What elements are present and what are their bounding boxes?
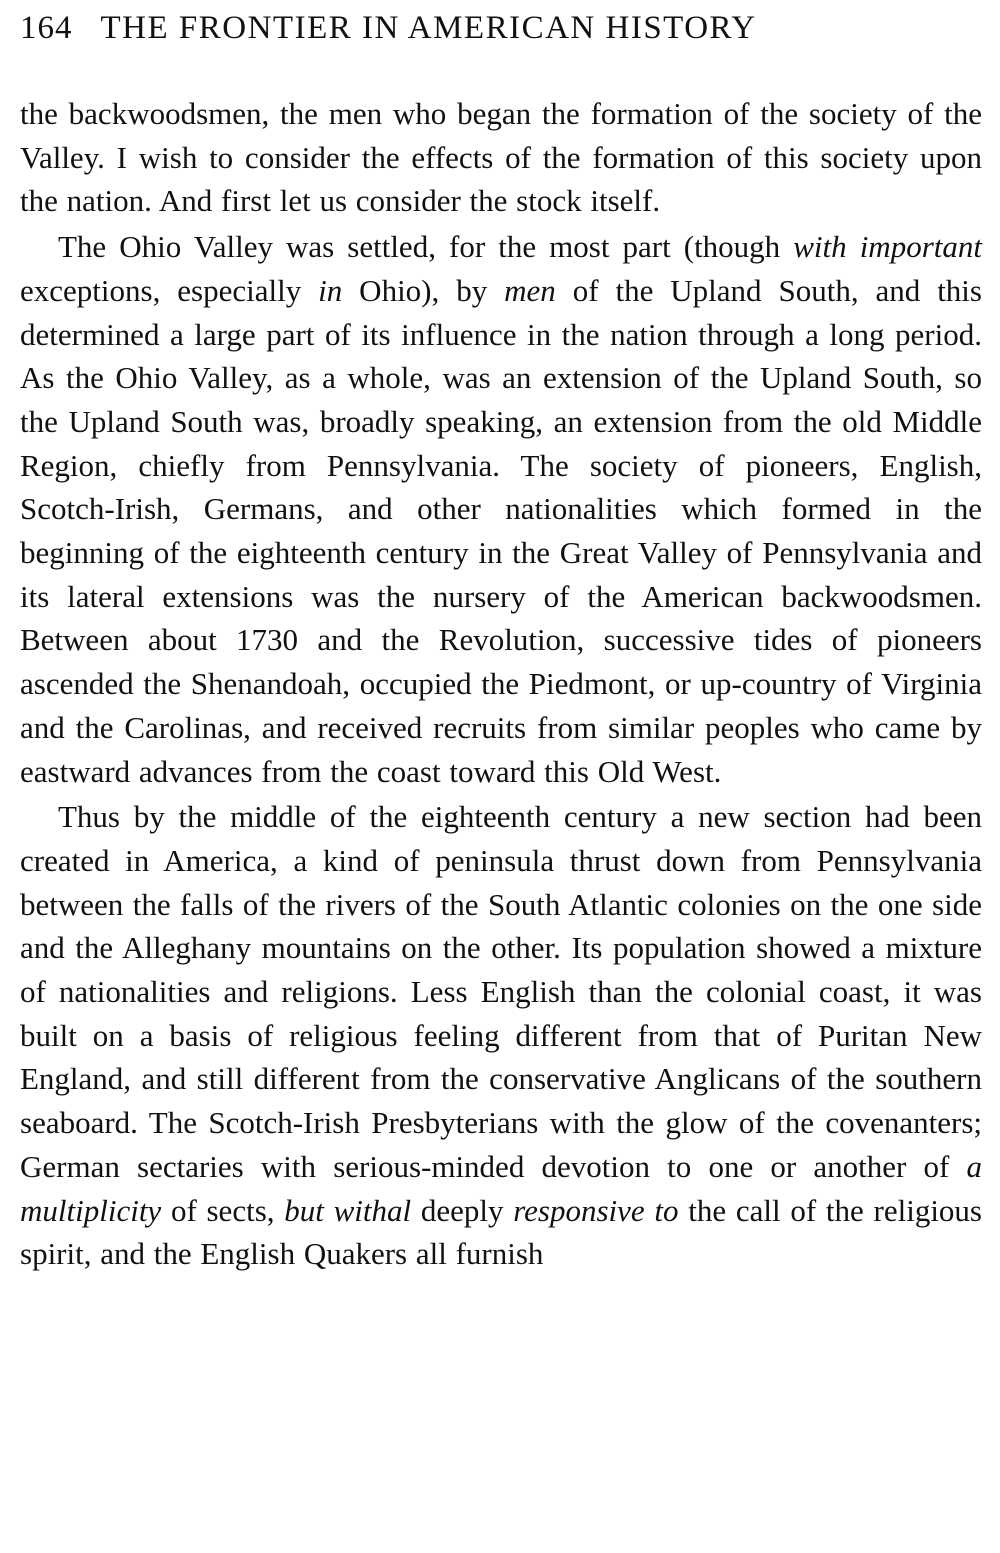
text-segment: exceptions, especially xyxy=(20,272,319,308)
paragraph-ohio-valley xyxy=(20,225,982,793)
running-title: THE FRONTIER IN AMERICAN HISTORY xyxy=(100,10,757,46)
paragraph-continued: the backwoodsmen, the men who began the formation of the society of the Valley. I wish to consider the effects of the formation of this society upon the nation. And first let us consider the stock itself. xyxy=(20,96,982,219)
italic-phrase: with important xyxy=(793,229,982,265)
italic-phrase: in xyxy=(318,272,343,308)
running-head xyxy=(20,10,982,68)
text-segment: of sects, xyxy=(161,1192,285,1228)
italic-phrase: men xyxy=(504,272,556,308)
italic-phrase: but withal xyxy=(284,1192,412,1228)
text-segment: Ohio), by xyxy=(342,272,505,308)
text-segment: the call of the religious spirit, and the English Quakers all furnish xyxy=(20,1192,982,1272)
text-segment: The Ohio Valley was settled, for the most part (though xyxy=(58,229,794,265)
text-segment: deeply xyxy=(411,1192,514,1228)
italic-phrase: responsive to xyxy=(513,1192,679,1228)
body-text xyxy=(20,92,982,1276)
text-segment: of the Upland South, and this determined a large part of its influence in the nation through a long period. As the Ohio Valley, as a whole, was an extension of the Upland South, so the Upland South was, broadly speaking, an extension from the old Middle Region, chiefly from Pennsylvania. The society of pioneers, English, Scotch-Irish, Germans, and other nationalities which formed in the beginning of the eighteenth century in the Great Valley of Pennsylvania and its lateral extensions was the nursery of the American backwoodsmen. Between about 1730 and the Revolution, successive tides of pioneers ascended the Shenandoah, occupied the Piedmont, or up-country of Virginia and the Carolinas, and received recruits from similar peoples who came by eastward advances from the coast toward this Old West. xyxy=(20,272,982,789)
book-page xyxy=(20,10,982,1276)
italic-phrase: a multiplicity xyxy=(20,1148,982,1228)
paragraph-new-section xyxy=(20,795,982,1276)
page-number: 164 xyxy=(20,10,73,46)
text-segment: Thus by the middle of the eighteenth century a new section had been created in America, a kind of peninsula thrust down from Pennsylvania between the falls of the rivers of the South Atlantic colonies on the one side and the Alleghany mountains on the other. Its population showed a mixture of nationalities and religions. Less English than the colonial coast, it was built on a basis of religious feeling different from that of Puritan New England, and still different from the conservative Anglicans of the southern seaboard. The Scotch-Irish Presbyterians with the glow of the covenanters; German sectaries with serious-minded devotion to one or another of xyxy=(20,799,982,1184)
